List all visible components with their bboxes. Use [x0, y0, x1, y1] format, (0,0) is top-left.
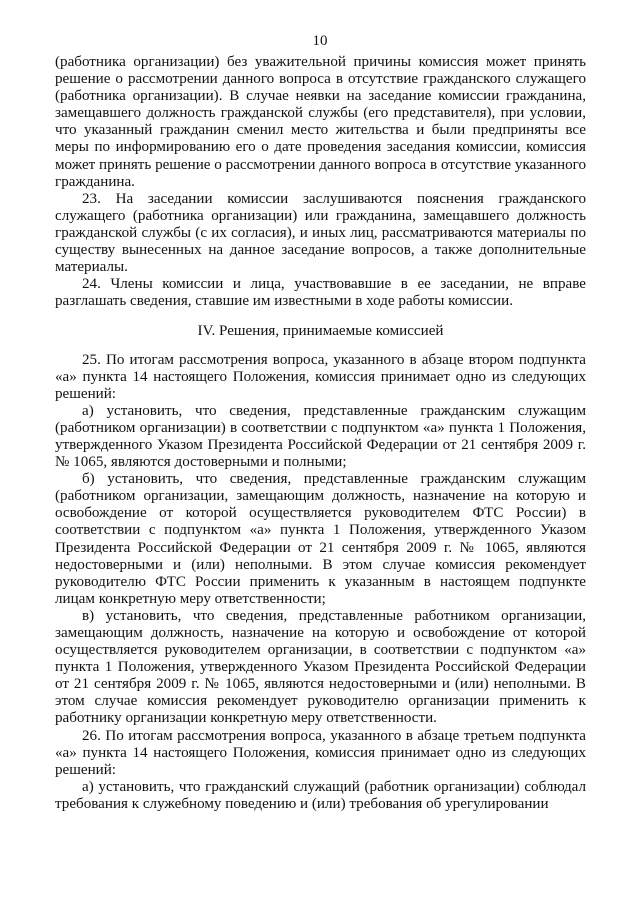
document-body — [55, 54, 586, 813]
paragraph-25-v: в) установить, что сведения, представленные работником организации, замещающим должность, назначение на которую и освобождение от которой осуществляется руководителем организации, в соответствии с подпунктом «а» пункта 1 Положения, утвержденного Указом Президента Российской Федерации от 21 сентября 2009 г. № 1065, являются недостоверными и (или) неполными. В этом случае комиссия рекомендует руководителю организации применить к работнику организации конкретную меру ответственности. — [55, 607, 586, 727]
paragraph-26: 26. По итогам рассмотрения вопроса, указанного в абзаце третьем подпункта «а» пункта 14 настоящего Положения, комиссия принимает одно из следующих решений: — [55, 727, 586, 778]
paragraph-continuation: (работника организации) без уважительной причины комиссия может принять решение о рассмотрении данного вопроса в отсутствие гражданского служащего (работника организации). В случае неявки на заседание комиссии гражданина, замещавшего должность гражданской службы (его представителя), при условии, что указанный гражданин сменил место жительства и были предприняты все меры по информированию его о дате проведения заседания комиссии, комиссия может принять решение о рассмотрении данного вопроса в отсутствие указанного гражданина. — [55, 54, 586, 190]
paragraph-25-a: а) установить, что сведения, представленные гражданским служащим (работником организации) в соответствии с подпунктом «а» пункта 1 Положения, утвержденного Указом Президента Российской Федерации от 21 сентября 2009 г. № 1065, являются достоверными и полными; — [55, 402, 586, 471]
paragraph-25-b: б) установить, что сведения, представленные гражданским служащим (работником организации, замещающим должность, назначение на которую и освобождение от которой осуществляется руководителем ФТС России) в соответствии с подпунктом «а» пункта 1 Положения, утвержденного Указом Президента Российской Федерации от 21 сентября 2009 г. № 1065, являются недостоверными и (или) неполными. В этом случае комиссия рекомендует руководителю ФТС России применить к указанным в настоящем подпункте лицам конкретную меру ответственности; — [55, 471, 586, 607]
paragraph-26-a: а) установить, что гражданский служащий (работник организации) соблюдал требования к служебному поведению и (или) требования об урегулировании — [55, 778, 586, 812]
paragraph-24: 24. Члены комиссии и лица, участвовавшие в ее заседании, не вправе разглашать сведения, ставшие им известными в ходе работы комиссии. — [55, 276, 586, 310]
section-heading: IV. Решения, принимаемые комиссией — [197, 323, 444, 340]
paragraph-23: 23. На заседании комиссии заслушиваются пояснения гражданского служащего (работника организации) или гражданина, замещавшего должность гражданской службы (с их согласия), и иных лиц, рассматриваются материалы по существу вынесенных на данное заседание вопросов, а также дополнительные материалы. — [55, 190, 586, 276]
page-number: 10 — [312, 33, 328, 49]
paragraph-25: 25. По итогам рассмотрения вопроса, указанного в абзаце втором подпункта «а» пункта 14 настоящего Положения, комиссия принимает одно из следующих решений: — [55, 351, 586, 402]
